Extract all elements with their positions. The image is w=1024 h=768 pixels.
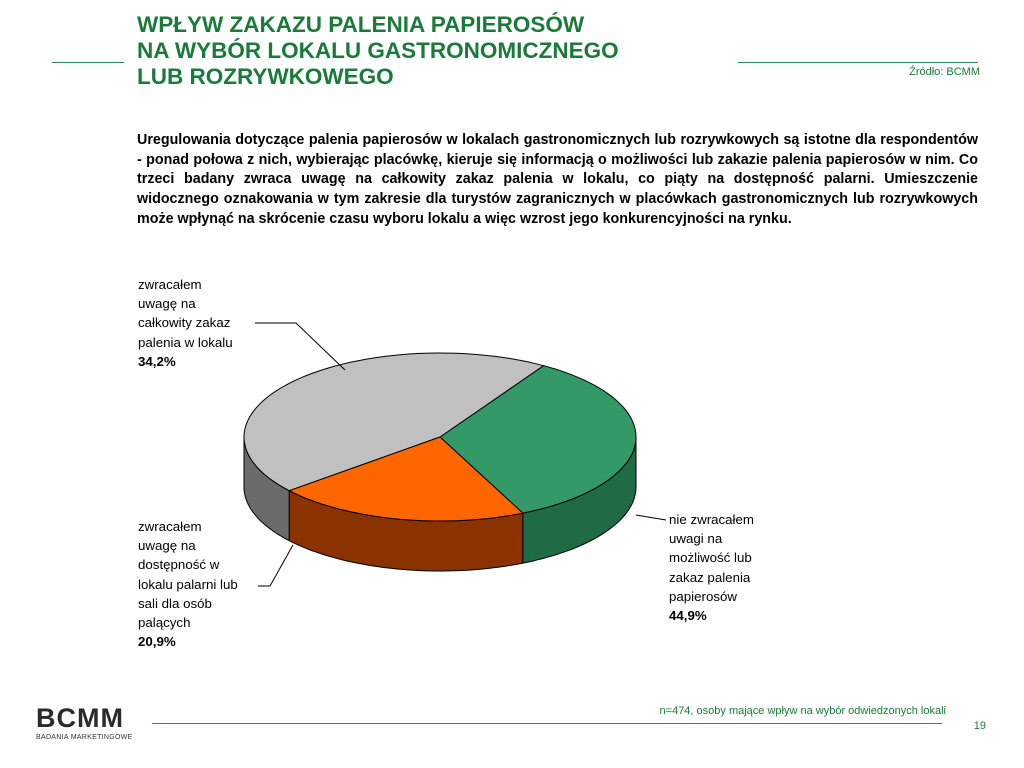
title-line-3: LUB ROZRYWKOWEGO [137,64,394,89]
slice-label-line: zakaz palenia [669,569,751,585]
slice-value-smoking-room: 20,9% [138,634,176,650]
slice-label-line: sali dla osób [138,595,212,611]
slice-label-line: uwagę na [138,296,196,312]
bcmm-logo [36,705,132,745]
slice-label-line: lokalu palarni lub [138,576,238,592]
title-line-2: NA WYBÓR LOKALU GASTRONOMICZNEGO [137,38,619,63]
slice-label-no-attention-text [669,510,754,606]
slice-label-no-attention [669,510,754,625]
slice-label-full-ban-text [138,275,233,352]
slice-label-line: palenia w lokalu [138,334,233,350]
footer-rule [152,723,942,724]
slice-label-line: możliwość lub [669,550,752,566]
slice-value-full-ban: 34,2% [138,353,176,369]
logo-subtitle: BADANIA MARKETINGOWE [36,734,133,741]
slice-value-no-attention: 44,9% [669,608,707,624]
page-number: 19 [973,720,986,732]
slice-label-line: zwracałem [138,519,202,534]
sample-note: n=474, osoby mające wpływ na wybór odwiedzonych lokali [659,705,946,717]
slice-label-line: papierosów [669,588,738,604]
slice-label-line: palących [138,615,191,631]
slice-label-line: nie zwracałem [669,512,754,527]
slice-label-smoking-room-text [138,517,238,632]
source-label: Źródło: BCMM [909,66,980,78]
logo-text: BCMM [36,703,124,733]
leader-line-2 [258,545,293,586]
leader-line-1 [636,515,666,520]
slice-label-line: uwagi na [669,531,723,547]
slice-label-smoking-room [138,517,238,651]
slice-label-line: dostępność w [138,557,220,573]
slice-label-line: uwagę na [138,538,196,554]
slice-label-full-ban [138,275,233,371]
title-line-1: WPŁYW ZAKAZU PALENIA PAPIEROSÓW [137,12,585,37]
slice-label-line: zwracałem [138,277,202,292]
description-paragraph: Uregulowania dotyczące palenia papierosów w lokalach gastronomicznych lub rozrywkowych są istotne dla respondentów - ponad połowa z nich, wybierając placówkę, kieruje się informacją o możliwości lub zakazie palenia papierosów w nim. Co trzeci badany zwraca uwagę na całkowity zakaz palenia w lokalu, co piąty na dostępność palarni. Umieszczenie widocznego oznakowania w tym zakresie dla turystów zagranicznych w placówkach gastronomicznych lub rozrywkowych może wpłynąć na skrócenie czasu wyboru lokalu a więc wzrost jego konkurencyjności na rynku. [137,132,978,227]
leader-line-0 [255,323,345,370]
slice-label-line: całkowity zakaz [138,315,231,331]
